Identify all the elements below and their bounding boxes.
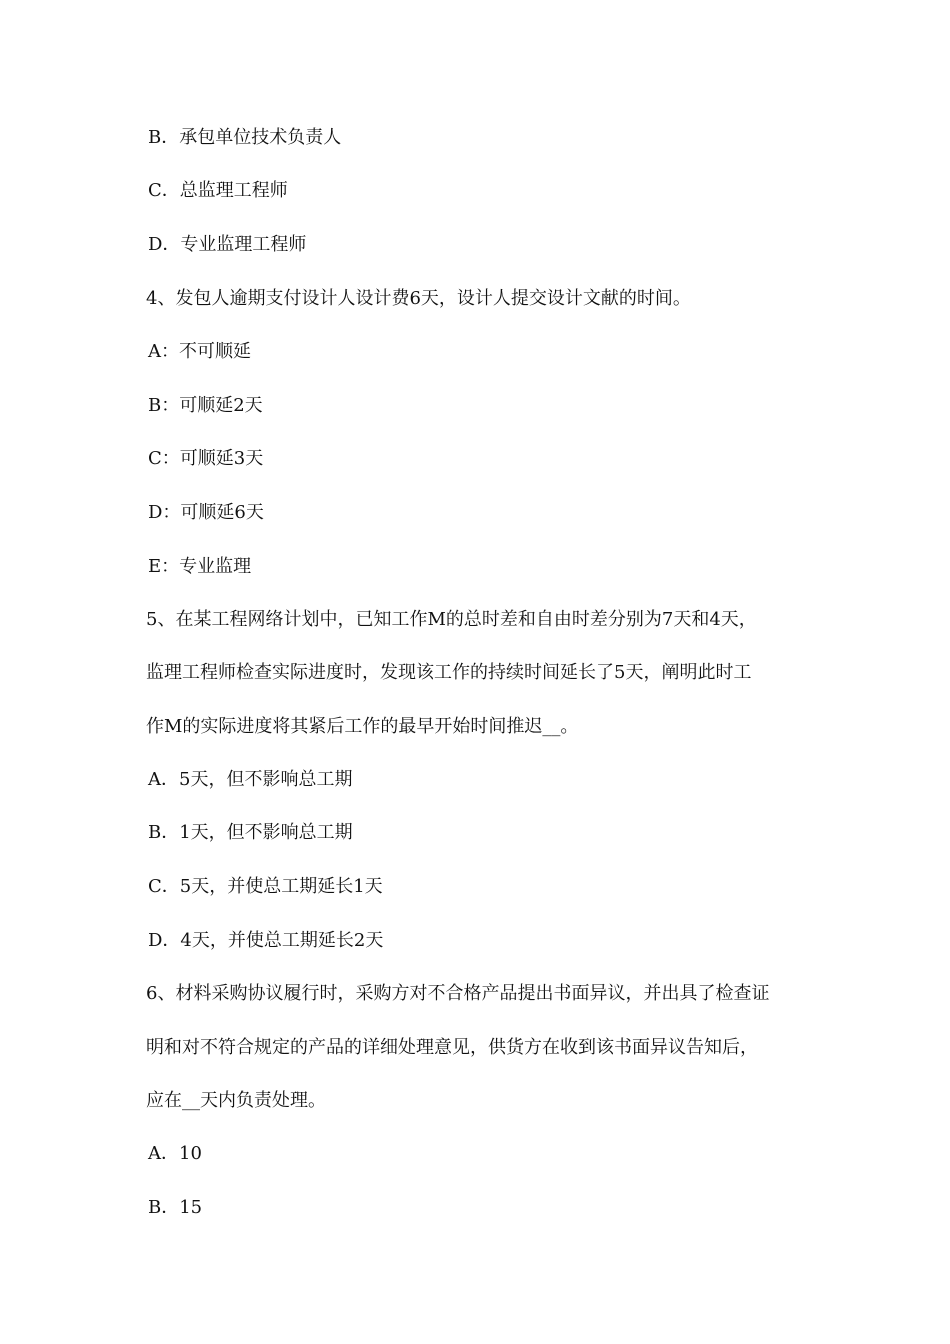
option-5a: A．5天，但不影响总工期	[148, 769, 353, 790]
option-6a: A．10	[148, 1143, 202, 1164]
option-4d: D：可顺延6天	[148, 502, 264, 523]
question-6-line-3: 应在__天内负责处理。	[146, 1090, 326, 1111]
option-4a: A：不可顺延	[148, 341, 251, 362]
question-6-line-2: 明和对不符合规定的产品的详细处理意见，供货方在收到该书面异议告知后，	[146, 1037, 758, 1058]
option-5b: B．1天，但不影响总工期	[148, 822, 353, 843]
option-4e: E：专业监理	[148, 556, 252, 577]
option-3b: B．承包单位技术负责人	[148, 127, 342, 148]
question-5-line-1: 5、在某工程网络计划中，已知工作M的总时差和自由时差分别为7天和4天，	[146, 609, 757, 630]
question-6-line-1: 6、材料采购协议履行时，采购方对不合格产品提出书面异议，并出具了检查证	[146, 983, 770, 1004]
option-3d: D．专业监理工程师	[148, 234, 307, 255]
question-4: 4、发包人逾期支付设计人设计费6天，设计人提交设计文献的时间。	[146, 288, 691, 309]
option-5d: D．4天，并使总工期延长2天	[148, 930, 384, 951]
question-5-line-2: 监理工程师检查实际进度时，发现该工作的持续时间延长了5天，阐明此时工	[146, 662, 752, 683]
option-3c: C．总监理工程师	[148, 180, 288, 201]
option-4b: B：可顺延2天	[148, 395, 263, 416]
option-5c: C．5天，并使总工期延长1天	[148, 876, 383, 897]
option-4c: C：可顺延3天	[148, 448, 264, 469]
option-6b: B．15	[148, 1197, 203, 1218]
question-5-line-3: 作M的实际进度将其紧后工作的最早开始时间推迟__。	[146, 716, 579, 737]
